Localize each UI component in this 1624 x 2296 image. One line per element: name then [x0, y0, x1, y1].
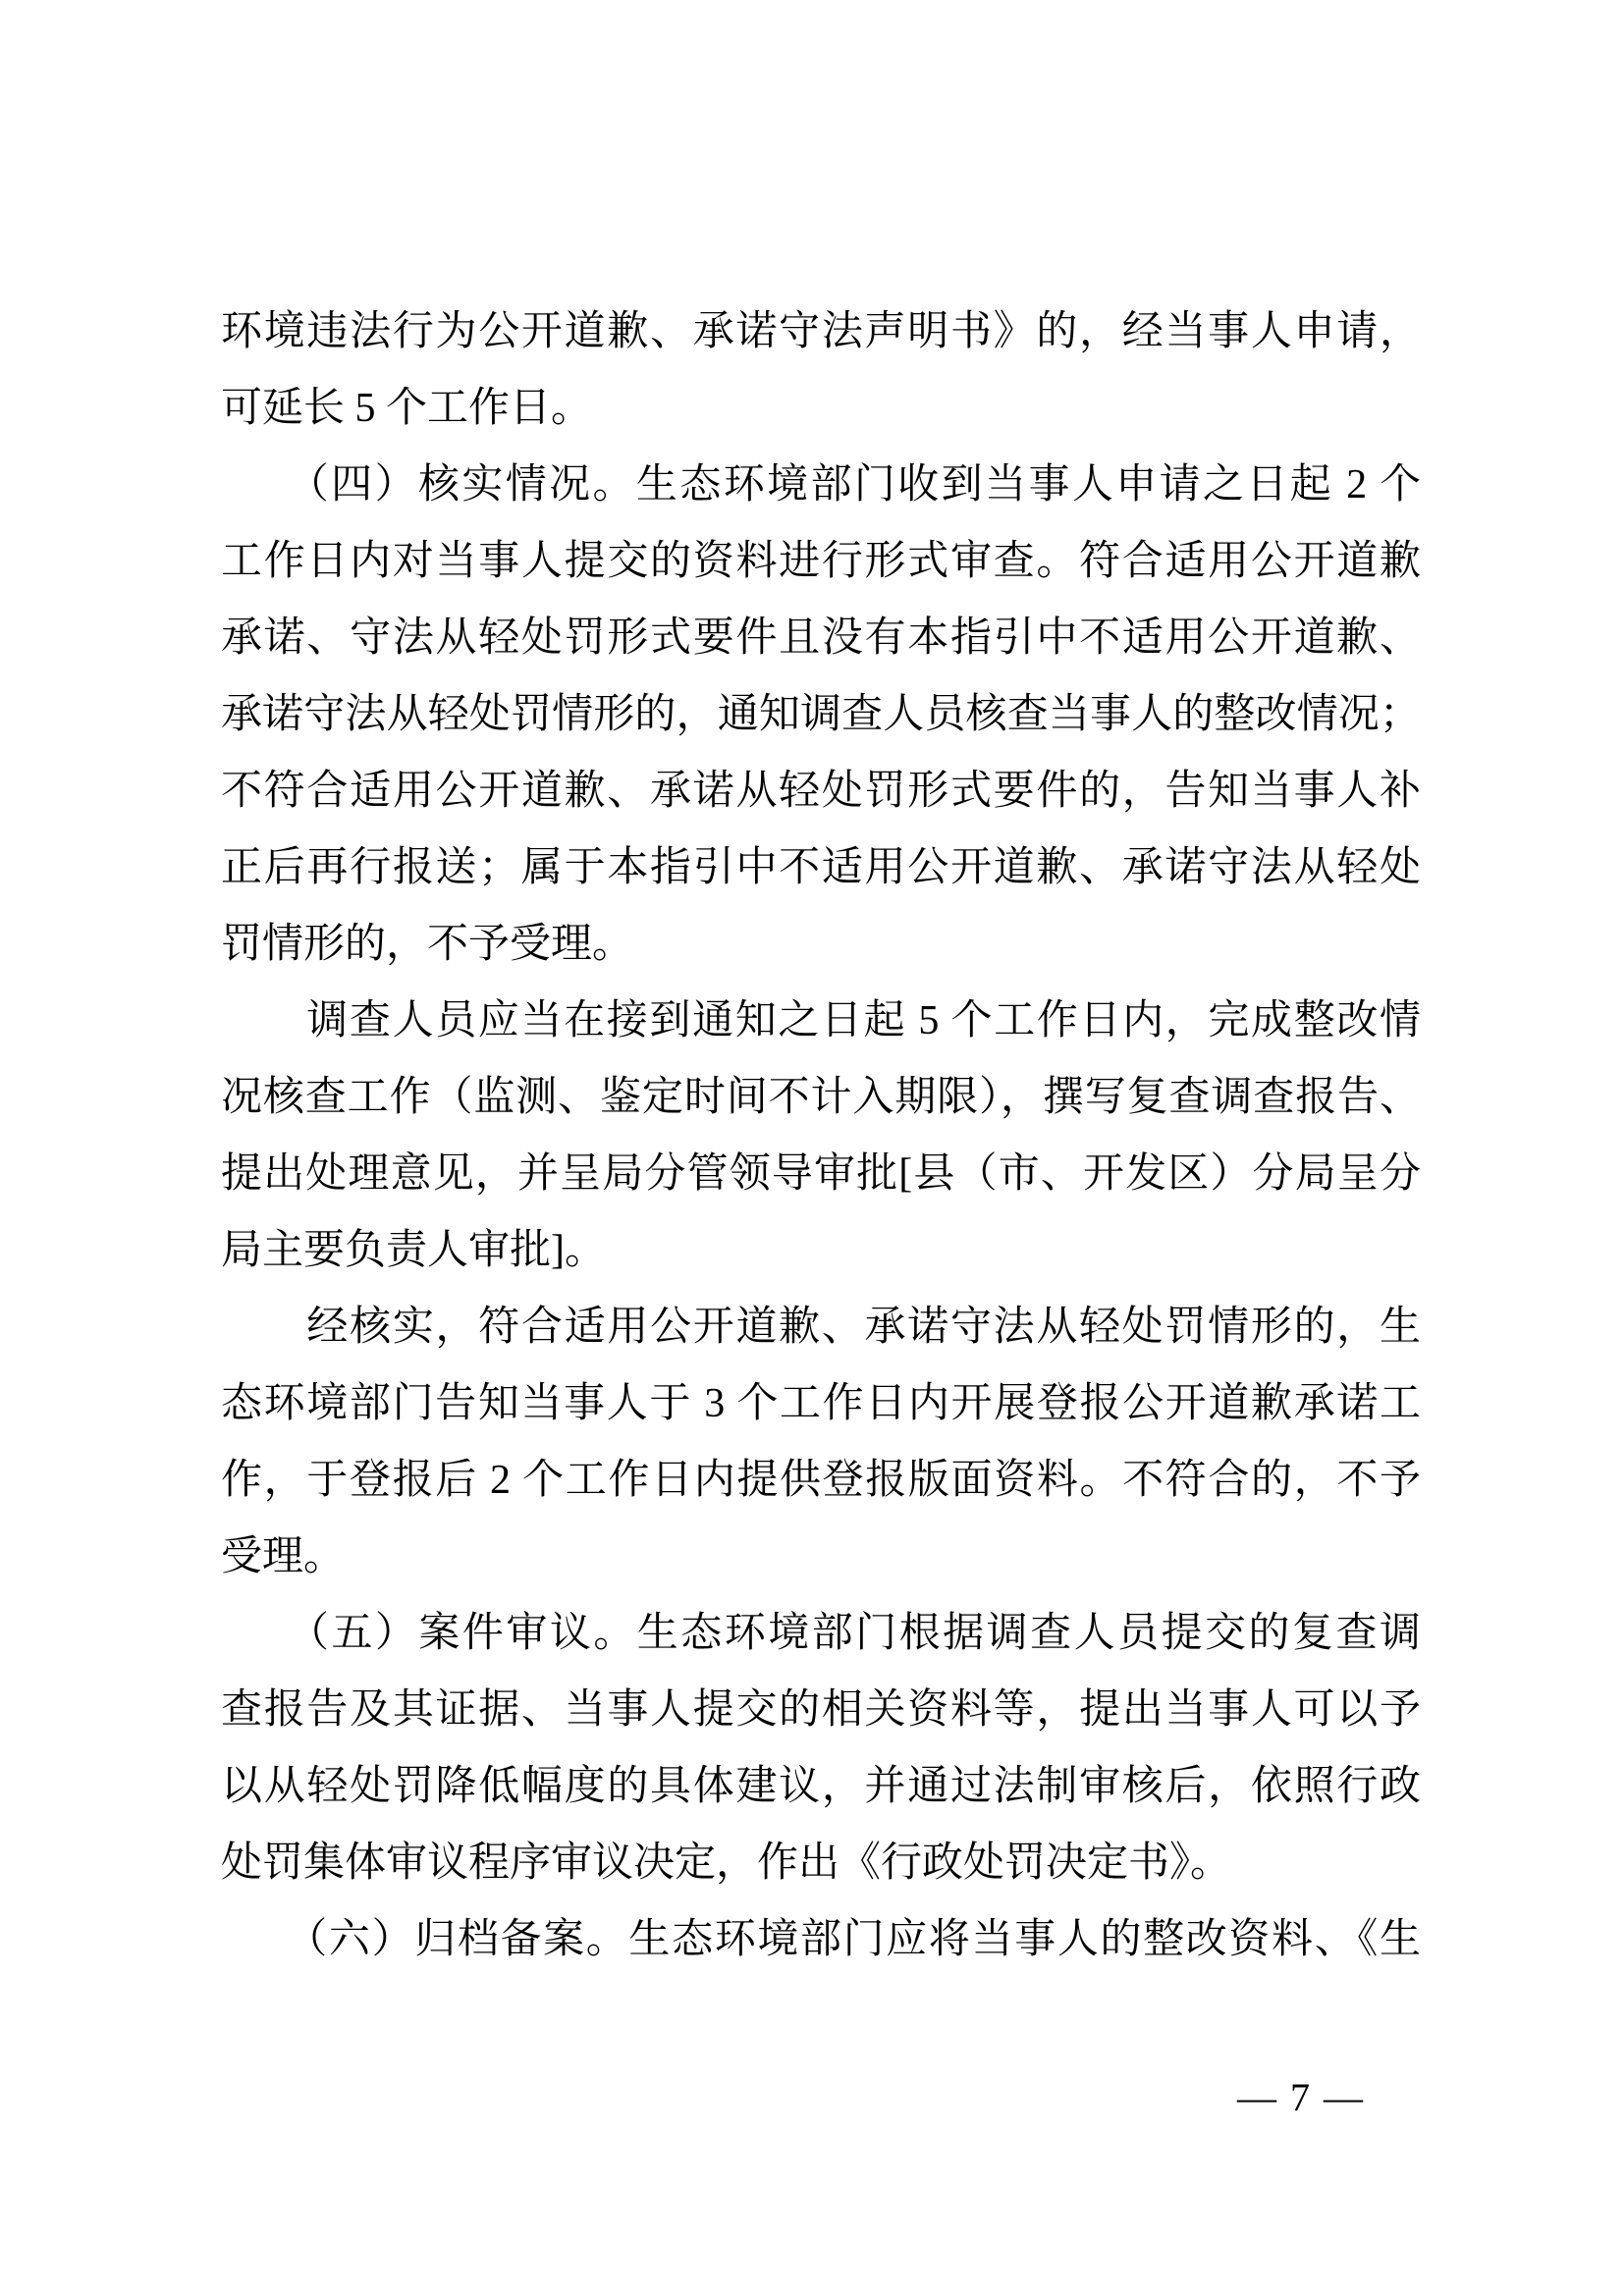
text-line: 环境违法行为公开道歉、承诺守法声明书》的，经当事人申请，	[221, 309, 1421, 354]
text-line: （五）案件审议。生态环境部门根据调查人员提交的复查调	[221, 1611, 1421, 1656]
text-line: （六）归档备案。生态环境部门应将当事人的整改资料、《生	[221, 1917, 1421, 1962]
text-line: 经核实，符合适用公开道歉、承诺守法从轻处罚情形的，生	[221, 1305, 1421, 1350]
page-number: — 7 —	[1237, 2075, 1365, 2119]
text-line: 况核查工作（监测、鉴定时间不计入期限），撰写复查调查报告、	[221, 1075, 1421, 1120]
text-line: （四）核实情况。生态环境部门收到当事人申请之日起 2 个	[221, 462, 1421, 507]
text-line: 提出处理意见，并呈局分管领导审批[县（市、开发区）分局呈分	[221, 1151, 1421, 1197]
text-line: 不符合适用公开道歉、承诺从轻处罚形式要件的，告知当事人补	[221, 769, 1421, 814]
text-line: 以从轻处罚降低幅度的具体建议，并通过法制审核后，依照行政	[221, 1764, 1421, 1809]
text-line: 罚情形的，不予受理。	[221, 922, 634, 967]
text-line: 正后再行报送；属于本指引中不适用公开道歉、承诺守法从轻处	[221, 845, 1421, 890]
body-text	[221, 294, 1421, 1978]
text-line: 承诺、守法从轻处罚形式要件且没有本指引中不适用公开道歉、	[221, 615, 1421, 661]
text-line: 处罚集体审议程序审议决定，作出《行政处罚决定书》。	[221, 1841, 1232, 1886]
text-line: 调查人员应当在接到通知之日起 5 个工作日内，完成整改情	[221, 998, 1421, 1043]
text-line: 可延长 5 个工作日。	[221, 386, 593, 431]
text-line: 作，于登报后 2 个工作日内提供登报版面资料。不符合的，不予	[221, 1458, 1421, 1503]
text-line: 工作日内对当事人提交的资料进行形式审查。符合适用公开道歉	[221, 539, 1421, 584]
text-line: 查报告及其证据、当事人提交的相关资料等，提出当事人可以予	[221, 1687, 1421, 1733]
text-line: 承诺守法从轻处罚情形的，通知调查人员核查当事人的整改情况；	[221, 692, 1421, 737]
text-line: 态环境部门告知当事人于 3 个工作日内开展登报公开道歉承诺工	[221, 1381, 1421, 1426]
text-line: 受理。	[221, 1534, 346, 1579]
text-line: 局主要负责人审批]。	[221, 1228, 606, 1273]
